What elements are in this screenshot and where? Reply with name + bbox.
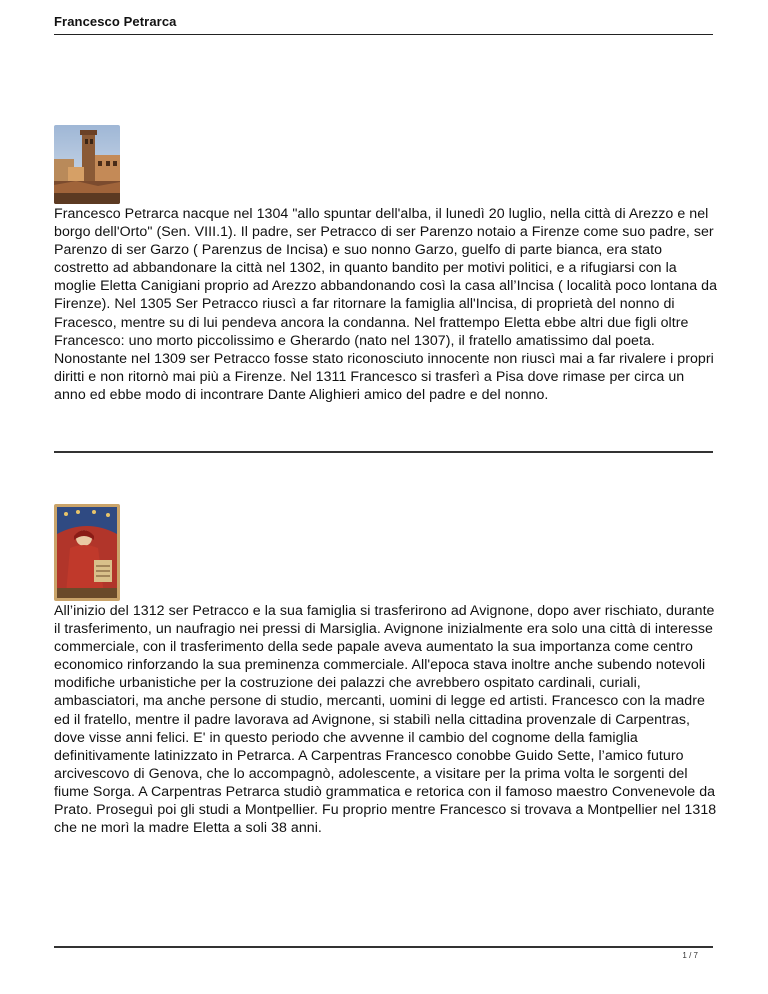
section-divider	[54, 451, 713, 453]
petrarca-portrait-miniature-icon	[54, 504, 120, 601]
header-divider	[54, 34, 713, 35]
paragraph-avignone: All’inizio del 1312 ser Petracco e la sua famiglia si trasferirono ad Avignone, dopo aver rischiato, durante il trasferimento, un naufragio nei pressi di Marsiglia. Avignone inizialmente era solo una città di interesse commerciale, con il trasferimento della sede papale aveva aumentato la sua importanza come centro economico rinforzando la sua preminenza commerciale. All'epoca stava inoltre anche subendo notevoli modifiche urbanistiche per la costruzione dei palazzi che avrebbero ospitato cardinali, curiali, ambasciatori, ma anche persone di studio, mercanti, uomini di legge ed artisti. Francesco con la madre ed il fratello, mentre il padre lavorava ad Avignone, si stabilì nella cittadina provenzale di Carpentras, dove visse anni felici. E' in questo periodo che avvenne il cambio del cognome della famiglia definitivamente latinizzato in Petrarca. A Carpentras Francesco conobbe Guido Sette, l’amico futuro arcivescovo di Genova, che lo accompagnò, adolescente, a visitare per la prima volta le sorgenti del fiume Sorga. A Carpentras Petrarca studiò grammatica e retorica con il famoso maestro Convenevole da Prato. Proseguì poi gli studi a Montpellier. Fu proprio mentre Francesco si trovava a Montpellier nel 1318 che ne morì la madre Eletta a soli 38 anni.	[54, 603, 717, 837]
footer-divider	[54, 946, 713, 948]
page-number: 1 / 7	[682, 951, 698, 960]
arezzo-town-photo-icon	[54, 125, 120, 204]
document-title: Francesco Petrarca	[54, 14, 177, 29]
paragraph-origins: Francesco Petrarca nacque nel 1304 "allo spuntar dell'alba, il lunedì 20 luglio, nella città di Arezzo e nel borgo dell'Orto" (Sen. VIII.1). Il padre, ser Petracco di ser Parenzo notaio a Firenze come suo padre, ser Parenzo di ser Garzo ( Parenzus de Incisa) e suo nonno Garzo, guelfo di parte bianca, era stato costretto ad abbandonare la città nel 1302, in quanto bandito per motivi politici, e a rifugiarsi con la moglie Eletta Canigiani proprio ad Arezzo abbandonando così la casa all’Incisa ( località poco lontana da Firenze). Nel 1305 Ser Petracco riuscì a far ritornare la famiglia all'Incisa, di proprietà del nonno di Fracesco, mentre su di lui pendeva ancora la condanna. Nel frattempo Eletta ebbe altri due figli oltre Francesco: uno morto piccolissimo e Gherardo (nato nel 1307), il fratello amatissimo dal poeta. Nonostante nel 1309 ser Petracco fosse stato riconosciuto innocente non riuscì mai a far rivalere i propri diritti e non ritornò mai più a Firenze. Nel 1311 Francesco si trasferì a Pisa dove rimase per circa un anno ed ebbe modo di incontrare Dante Alighieri amico del padre e del nonno.	[54, 206, 718, 403]
